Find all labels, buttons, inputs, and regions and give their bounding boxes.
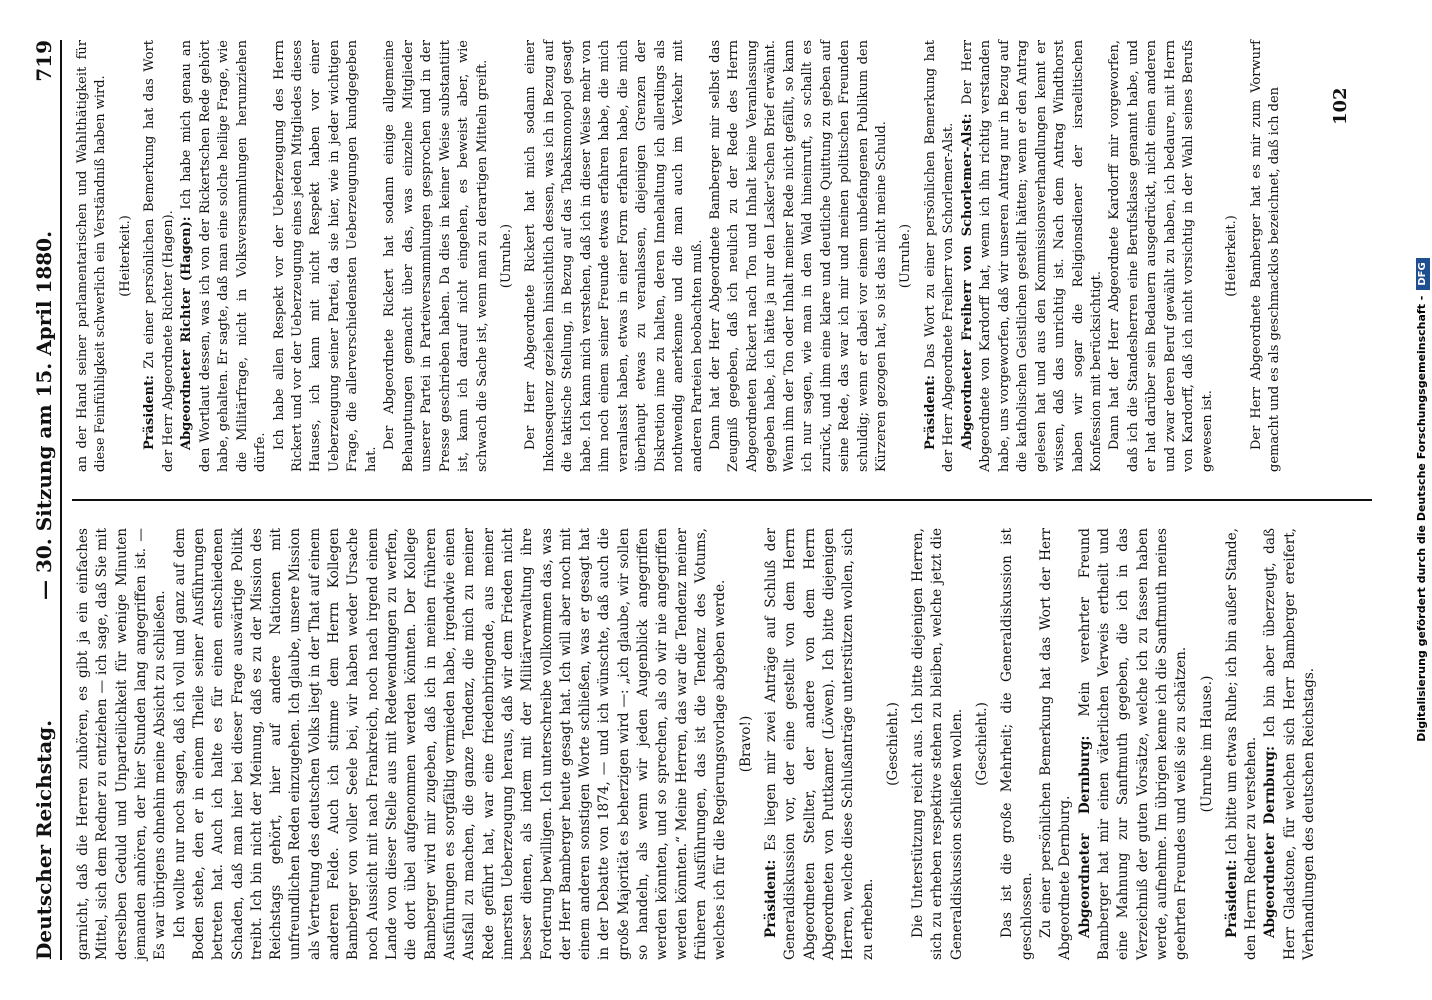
paragraph: [707, 40, 892, 472]
paragraph: [141, 40, 178, 472]
paragraph-text: Die Unterstützung reicht aus. Ich bitte diejenigen Herren, sich zu erheben respektive stehen zu bleiben, welche jetzt die Generaldiskussion schließen wollen.: [910, 528, 965, 960]
paragraph: [171, 528, 731, 960]
paragraph: [1076, 528, 1192, 960]
paragraph-text: garnicht, daß die Herren zuhören, es gibt ja ein einfaches Mittel, sich dem Redner zu entziehen — ich sage, daß Sie mit derselben Geduld und Unparteilichkeit für wenige Minuten jemanden anhören, der hier Stunden lang angegriffen ist. — Es war übrigens ohnehin meine Absicht zu schließen.: [75, 528, 169, 960]
speaker-name: Abgeordneter Dernburg:: [1076, 735, 1093, 938]
dfg-credit: [1411, 0, 1432, 1000]
paragraph-text: Es liegen mir zwei Anträge auf Schluß der Generaldiskussion vor, der eine gestellt von dem Herrn Abgeordneten Stellter, der andere von dem Herrn Abgeordneten von Puttkamer (Löwen). Ich bitte diejenigen Herren, welche diese Schlußanträge unterstützen wollen, sich zu erheben.: [762, 528, 876, 960]
stage-direction: (Bravo!): [737, 715, 754, 773]
paragraph-text: Der Abgeordnete Rickert hat sodann einige allgemeine Behauptungen gemacht über das, was einzelne Mitglieder unserer Partei in Parteiversammlungen gesprochen und in der Presse geschrieben haben. Da dies in keiner Weise substantiirt ist, kann ich darauf nicht eingehen, es beweist aber, wie schwach die Sache ist, wenn man zu derartigen Mitteln greift.: [382, 40, 490, 472]
paragraph: [381, 40, 492, 472]
header-session: — 30. Sitzung am 15. April 1880.: [32, 230, 56, 600]
paragraph: [74, 40, 111, 472]
paragraph: [922, 40, 959, 472]
paragraph: [74, 528, 171, 960]
paragraph-text: Der Herr Abgeordnete Rickert hat mich sodann einer Inkonsequenz geziehen hinsichtlich dessen, was ich in Bezug auf die taktische Stellung, in Bezug auf das Tabaksmonopol gesagt habe. Ich kann mich verstehen, daß ich in dieser Weise mehr von ihm noch einem seiner Freunde etwas erfahren habe, die mich veranlasst haben, etwas in einer Form erfahren habe, die mich überhaupt etwas zu veranlassen, diejenigen Grenzen der Diskretion inne zu halten, deren Innehaltung ich allerdings als nothwendig anerkenne und die man auch im Verkehr mit anderen Parteien beobachten muß.: [523, 40, 705, 472]
stage-direction: (Heiterkeit.): [1224, 215, 1240, 297]
dfg-sidebar: [1410, 0, 1432, 1000]
paragraph: [959, 40, 1107, 472]
paragraph-text: Der Herr Abgeordnete von Kardorff hat, wenn ich ihn richtig verstanden habe, uns vorgeworfen, daß wir unseren Antrag nur in Bezug auf die katholischen Geistlichen gestellt hätten; wenn er den Antrag gelesen hat und aus den Kommissionsverhandlungen kennt er wissen, daß das unrichtig ist. Nach dem Antrag Windthorst haben wir sogar die Religionsdiener der israelitischen Konfession mit berücksichtigt.: [959, 39, 1105, 472]
paragraph-text: Ich habe mich genau an den Wortlaut dessen, was ich von der Rickertschen Rede gehört habe, gehalten. Er sagte, daß man eine solche heilige Frage, wie die Militärfrage, nicht in Volksversammlungen herumziehen dürfe.: [179, 40, 269, 472]
paragraph-text: an der Hand seiner parlamentarischen und Wahlthätigkeit für diese Feinfühligkeit schwerlich ein Verständniß haben wird.: [75, 40, 109, 472]
paragraph: [522, 40, 707, 472]
paragraph-text: Der Herr Abgeordnete Bamberger hat es mir zum Vorwurf gemacht und es als geschmacklos bezeichnet, daß ich den: [1248, 40, 1283, 472]
stage-direction: (Unruhe im Hause.): [1198, 675, 1215, 813]
paragraph-text: Ich bitte um etwas Ruhe; ich bin außer Stande, den Herrn Redner zu verstehen.: [1223, 528, 1260, 960]
paragraph: [762, 528, 878, 960]
paragraph-text: Das ist die große Mehrheit; die Generaldiskussion ist geschlossen.: [999, 528, 1035, 960]
paragraph-text: Das Wort zu einer persönlichen Bemerkung hat der Herr Abgeordnete Freiherr von Schorlemer-Alst.: [922, 40, 957, 472]
dfg-credit-text: Digitalisierung gefördert durch die Deutsche Forschungsgemeinschaft -: [1415, 295, 1428, 742]
left-column: [74, 528, 1319, 960]
speaker-name: Präsident:: [762, 859, 779, 938]
signature-number: 102: [1330, 87, 1351, 125]
speaker-name: Abgeordneter Freiherr von Schorlemer-Alst:: [959, 113, 975, 450]
paragraph-text: Mein verehrter Freund Bamberger hat mir einen väterlichen Verweis ertheilt und eine Mahnung zur Sanftmuth gegeben, die ich in das Verzeichniß der guten Vorsätze, welche ich zu fassen haben werde, aufnehme. Im übrigen kenne ich die Sanftmuth meines geehrten Freundes und weiß sie zu schätzen.: [1076, 528, 1190, 960]
speaker-name: Präsident:: [142, 375, 158, 450]
paragraph: [1106, 40, 1217, 472]
paragraph: [1248, 40, 1285, 472]
column-divider: [72, 499, 1372, 501]
dfg-logo: DFG: [1416, 258, 1430, 289]
paragraph-text: Ich bin aber überzeugt, daß Herr Gladstone, für welchen sich Herr Bamberger ereifert, Verhandlungen des deutschen Reichstags.: [1262, 528, 1318, 960]
paragraph-text: Zu einer persönlichen Bemerkung hat das Wort der Herr Abgeordnete Richter (Hagen).: [142, 40, 176, 472]
paragraph-text: Zu einer persönlichen Bemerkung hat das Wort der Herr Abgeordnete Dernburg.: [1038, 528, 1074, 960]
stage-direction: (Geschieht.): [884, 702, 901, 786]
paragraph: [178, 40, 270, 472]
right-column: [74, 40, 1285, 472]
paragraph: [909, 528, 967, 960]
paragraph-text: Ich wollte nur noch sagen, daß ich voll und ganz auf dem Boden stehe, den er in einem Theile seiner Ausführungen betreten hat. Auch ich halte es für einen entschiedenen Schaden, daß man hier bei dieser Frage auswärtige Politik treibt. Ich bin nicht der Meinung, daß es zu der Mission des Reichstags gehört, hier auf andere Nationen mit unfreundlichen Reden einzugehen. Ich glaube, unsere Mission als Vertretung des deutschen Volks liegt in der That auf einem anderen Felde. Auch ich stimme dem Herrn Kollegen Bamberger von voller Seele bei, wir haben weder Ursache noch Aussicht mit nach Frankreich, noch nach irgend einem Lande von dieser Stelle aus mit Redewendungen zu werfen, die dort übel aufgenommen werden könnten. Der Kollege Bamberger wird mir zugeben, daß ich in meinen früheren Ausführungen es sorgfältig vermieden habe, irgendwie einen Ausfall zu machen, die ganze Tendenz, die mich zu meiner Rede geführt hat, war eine friedenbringende, aus meiner innersten Ueberzeugung heraus, daß wir dem Frieden nicht besser dienen, als indem mit der Militärverwaltung ihre Forderung bewilligen. Ich unterschreibe vollkommen das, was der Herr Bamberger heute gesagt hat. Ich will aber noch mit einem anderen sonstigen Worte schließen, was er gesagt hat in der Debatte von 1874, — und ich wünschte, daß auch die große Majorität es beherzigen wird —: „ich glaube, wir sollen so handeln, als wenn wir jeden Augenblick angegriffen werden könnten, und so sprechen, als ob wir nie angegriffen werden könnten.“ Meine Herren, das war die Tendenz meiner früheren Ausführungen, das ist die Tendenz des Votums, welches ich für die Regierungsvorlage abgeben werde.: [171, 528, 729, 960]
header-title: Deutscher Reichstag.: [32, 719, 56, 960]
speaker-name: Abgeordneter Richter (Hagen):: [179, 216, 195, 450]
stage-direction: (Geschieht.): [974, 702, 991, 786]
paragraph: [1261, 528, 1319, 960]
paragraph-text: Dann hat der Herr Abgeordnete Bamberger mir selbst das Zeugniß gegeben, daß ich neulich zu der Rede des Herrn Abgeordneten Rickert nach Ton und Inhalt keine Veranlassung gegeben habe, ich hätte ja nur den Lasker'schen Brief erwähnt. Wenn ihm der Ton oder Inhalt meiner Rede nicht gefällt, so kann ich nur sagen, wie man in den Wald hineinruft, so schallt es zurück, und ihm eine klare und deutliche Quittung zu geben auf seine Rede, das war ich mir und meinen politischen Freunden schuldig; wenn er dabei vor einem unbefangenen Publikum den Kürzeren gezogen hat, so ist das nicht meine Schuld.: [707, 40, 890, 472]
stage-direction: (Heiterkeit.): [117, 215, 133, 297]
speaker-name: Präsident:: [922, 375, 938, 450]
paragraph-text: Dann hat der Herr Abgeordnete Kardorff mir vorgeworfen, daß ich die Standesherren eine Berufsklasse genannt habe, und er hat darüber sein Bedauern ausgedrückt, nicht einen anderen und zwar deren Beruf gewählt zu haben, ich bedaure, mit Herrn von Kardorff, daß ich nicht vorsichtig in der Wahl seines Berufs gewesen ist.: [1107, 40, 1215, 472]
paragraph-text: Ich habe allen Respekt vor der Ueberzeugung des Herrn Rickert und vor der Ueberzeugung eines jeden Mitgliedes dieses Hauses, ich kann mit nicht Respekt haben vor einer Ueberzeugung seiner Partei, da sie hier, wie in jeder wichtigen Frage, die allerverschiedensten Ueberzeugungen kundgegeben hat.: [271, 40, 379, 472]
stage-direction: (Unruhe.): [498, 223, 514, 289]
paragraph: [1037, 528, 1076, 960]
stage-direction: (Unruhe.): [898, 223, 914, 289]
page-header: [26, 40, 62, 960]
paragraph: [1223, 528, 1262, 960]
speaker-name: Abgeordneter Dernburg:: [1262, 745, 1279, 938]
paragraph: [998, 528, 1037, 960]
speaker-name: Präsident:: [1223, 859, 1240, 938]
page-number: 719: [32, 40, 56, 82]
paragraph: [271, 40, 382, 472]
